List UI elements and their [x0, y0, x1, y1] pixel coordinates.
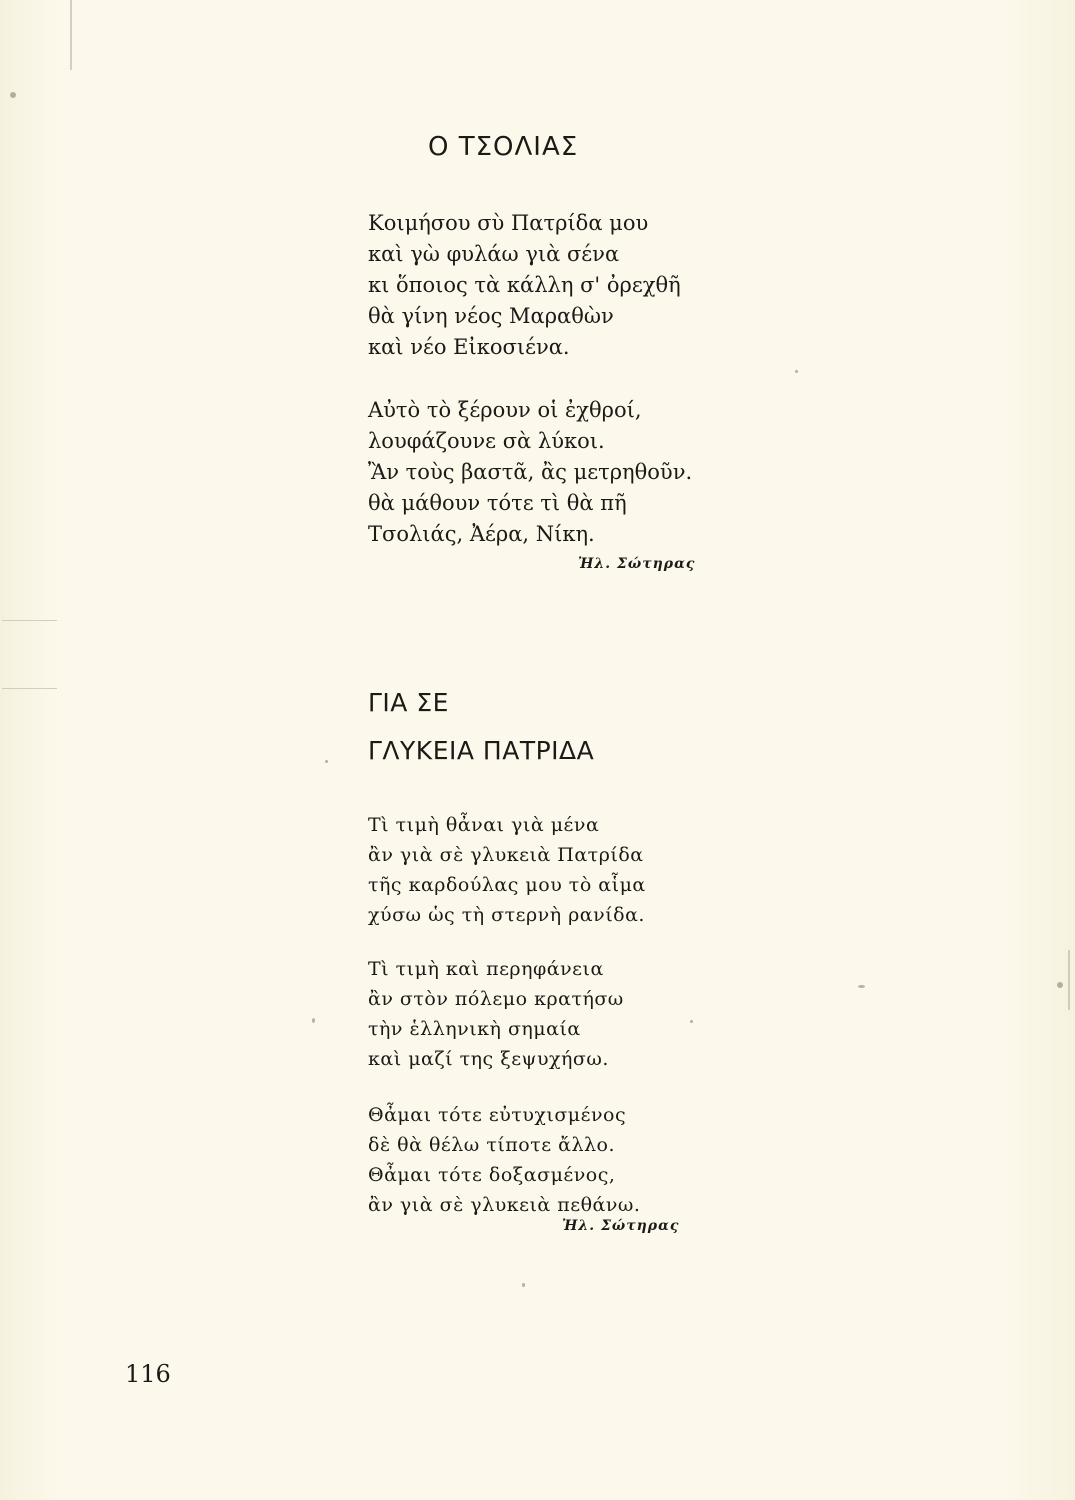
- scan-speck: [325, 760, 328, 763]
- poem-line: Θἆμαι τότε δοξασμένος,: [368, 1164, 616, 1186]
- poem-line: ἂν γιὰ σὲ γλυκειὰ Πατρίδα: [368, 844, 644, 866]
- poem-line: κι ὅποιος τὰ κάλλη σ' ὀρεχθῆ: [368, 273, 681, 297]
- poem2-title-line-2: ΓΛΥΚΕΙΑ ΠΑΤΡΙΔΑ: [368, 736, 595, 765]
- poem-line: Θἆμαι τότε εὐτυχισμένος: [368, 1104, 627, 1126]
- scan-speck: [690, 1020, 693, 1023]
- poem-line: δὲ θὰ θέλω τίποτε ἄλλο.: [368, 1134, 616, 1156]
- scan-edge-mark: [70, 0, 72, 70]
- poem2-title-line-1: ΓΙΑ ΣΕ: [368, 688, 449, 717]
- poem-line: λουφάζουνε σὰ λύκοι.: [368, 429, 605, 453]
- page-number: 116: [125, 1360, 171, 1388]
- scan-speck: [1057, 982, 1063, 988]
- poem2-stanza-2: [368, 954, 624, 1074]
- scan-edge-mark: [1068, 950, 1070, 1010]
- poem-line: θὰ γίνη νέος Μαραθὼν: [368, 304, 614, 328]
- poem-line: καὶ μαζί της ξεψυχήσω.: [368, 1048, 609, 1070]
- poem1-signature: Ἠλ. Σώτηρας: [578, 556, 696, 572]
- poem-line: καὶ νέο Εἰκοσιένα.: [368, 335, 570, 359]
- poem2-stanza-1: [368, 810, 646, 930]
- scan-speck: [312, 1018, 315, 1023]
- poem-line: Ἂν τοὺς βαστᾶ, ἂς μετρηθοῦν.: [368, 460, 693, 484]
- poem1-stanza-2: [368, 395, 692, 550]
- poem-line: Κοιμήσου σὺ Πατρίδα μου: [368, 211, 649, 235]
- poem-line: Αὐτὸ τὸ ξέρουν οἱ ἐχθροί,: [368, 398, 642, 422]
- poem-line: Τὶ τιμὴ καὶ περηφάνεια: [368, 958, 604, 980]
- scan-speck: [10, 92, 16, 98]
- scan-edge-mark: [2, 688, 57, 689]
- poem-line: τῆς καρδούλας μου τὸ αἷμα: [368, 874, 646, 896]
- scan-edge-mark: [2, 620, 57, 621]
- poem-line: ἂν στὸν πόλεμο κρατήσω: [368, 988, 624, 1010]
- scan-speck: [858, 985, 865, 988]
- poem2-stanza-3: [368, 1100, 640, 1220]
- poem-line: Τὶ τιμὴ θἆναι γιὰ μένα: [368, 814, 600, 836]
- poem-line: χύσω ὡς τὴ στερνὴ ρανίδα.: [368, 904, 645, 926]
- scan-speck: [795, 370, 798, 373]
- scan-speck: [522, 1283, 525, 1287]
- poem1-stanza-1: [368, 208, 681, 363]
- poem1-title: Ο ΤΣΟΛΙΑΣ: [428, 132, 579, 162]
- poem-line: ἂν γιὰ σὲ γλυκειὰ πεθάνω.: [368, 1194, 641, 1216]
- poem-line: Τσολιάς, Ἀέρα, Νίκη.: [368, 522, 595, 546]
- poem-line: τὴν ἑλληνικὴ σημαία: [368, 1018, 581, 1040]
- poem-line: θὰ μάθουν τότε τὶ θὰ πῆ: [368, 491, 627, 515]
- poem2-signature: Ἠλ. Σώτηρας: [562, 1218, 680, 1234]
- poem-line: καὶ γὼ φυλάω γιὰ σένα: [368, 242, 620, 266]
